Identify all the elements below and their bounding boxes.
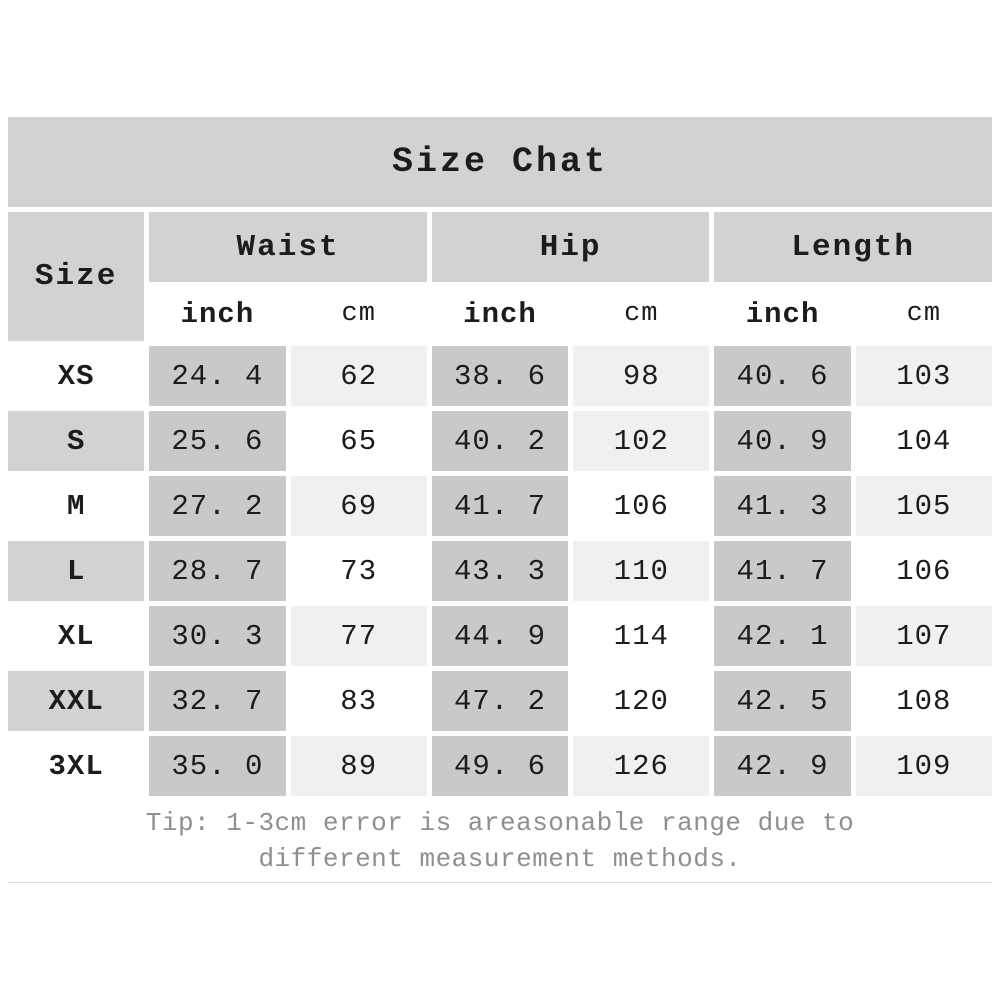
measurement-tip xyxy=(8,801,992,883)
cell-3xl-length-inch: 42. 9 xyxy=(714,736,850,796)
cell-xl-length-inch: 42. 1 xyxy=(714,606,850,666)
column-header-length: Length xyxy=(714,212,992,282)
column-header-waist: Waist xyxy=(149,212,427,282)
cell-s-waist-inch: 25. 6 xyxy=(149,411,285,471)
measurement-tip-line-1: Tip: 1-3cm error is areasonable range due to xyxy=(145,808,855,839)
unit-header-waist-cm: cm xyxy=(291,287,427,341)
cell-s-length-cm: 104 xyxy=(856,411,992,471)
unit-header-length-inch: inch xyxy=(714,287,850,341)
cell-xs-hip-cm: 98 xyxy=(573,346,709,406)
cell-3xl-hip-cm: 126 xyxy=(573,736,709,796)
cell-s-waist-cm: 65 xyxy=(291,411,427,471)
cell-xl-size: XL xyxy=(8,606,144,666)
cell-xl-waist-inch: 30. 3 xyxy=(149,606,285,666)
cell-m-length-inch: 41. 3 xyxy=(714,476,850,536)
cell-s-hip-inch: 40. 2 xyxy=(432,411,568,471)
cell-3xl-hip-inch: 49. 6 xyxy=(432,736,568,796)
unit-header-length-cm: cm xyxy=(856,287,992,341)
unit-header-hip-cm: cm xyxy=(573,287,709,341)
cell-xs-size: XS xyxy=(8,346,144,406)
cell-l-size: L xyxy=(8,541,144,601)
measurement-tip-line-2: different measurement methods. xyxy=(258,843,742,874)
column-header-hip: Hip xyxy=(432,212,710,282)
cell-xl-waist-cm: 77 xyxy=(291,606,427,666)
cell-s-hip-cm: 102 xyxy=(573,411,709,471)
cell-m-length-cm: 105 xyxy=(856,476,992,536)
cell-m-size: M xyxy=(8,476,144,536)
cell-xs-length-inch: 40. 6 xyxy=(714,346,850,406)
cell-xl-hip-cm: 114 xyxy=(573,606,709,666)
cell-xs-hip-inch: 38. 6 xyxy=(432,346,568,406)
cell-l-hip-cm: 110 xyxy=(573,541,709,601)
cell-xs-length-cm: 103 xyxy=(856,346,992,406)
cell-xxl-waist-cm: 83 xyxy=(291,671,427,731)
cell-3xl-length-cm: 109 xyxy=(856,736,992,796)
cell-3xl-waist-inch: 35. 0 xyxy=(149,736,285,796)
cell-l-waist-inch: 28. 7 xyxy=(149,541,285,601)
cell-xxl-hip-inch: 47. 2 xyxy=(432,671,568,731)
cell-xxl-length-inch: 42. 5 xyxy=(714,671,850,731)
cell-s-size: S xyxy=(8,411,144,471)
cell-xl-length-cm: 107 xyxy=(856,606,992,666)
unit-header-hip-inch: inch xyxy=(432,287,568,341)
cell-xs-waist-inch: 24. 4 xyxy=(149,346,285,406)
cell-s-length-inch: 40. 9 xyxy=(714,411,850,471)
size-chart-table xyxy=(8,117,992,883)
cell-m-waist-inch: 27. 2 xyxy=(149,476,285,536)
cell-m-waist-cm: 69 xyxy=(291,476,427,536)
cell-xxl-hip-cm: 120 xyxy=(573,671,709,731)
cell-xxl-size: XXL xyxy=(8,671,144,731)
chart-title: Size Chat xyxy=(8,117,992,207)
unit-header-waist-inch: inch xyxy=(149,287,285,341)
cell-l-hip-inch: 43. 3 xyxy=(432,541,568,601)
cell-l-length-cm: 106 xyxy=(856,541,992,601)
cell-xxl-waist-inch: 32. 7 xyxy=(149,671,285,731)
cell-m-hip-cm: 106 xyxy=(573,476,709,536)
column-header-size: Size xyxy=(8,212,144,341)
cell-xl-hip-inch: 44. 9 xyxy=(432,606,568,666)
cell-xxl-length-cm: 108 xyxy=(856,671,992,731)
cell-m-hip-inch: 41. 7 xyxy=(432,476,568,536)
cell-l-length-inch: 41. 7 xyxy=(714,541,850,601)
cell-l-waist-cm: 73 xyxy=(291,541,427,601)
cell-xs-waist-cm: 62 xyxy=(291,346,427,406)
cell-3xl-waist-cm: 89 xyxy=(291,736,427,796)
cell-3xl-size: 3XL xyxy=(8,736,144,796)
